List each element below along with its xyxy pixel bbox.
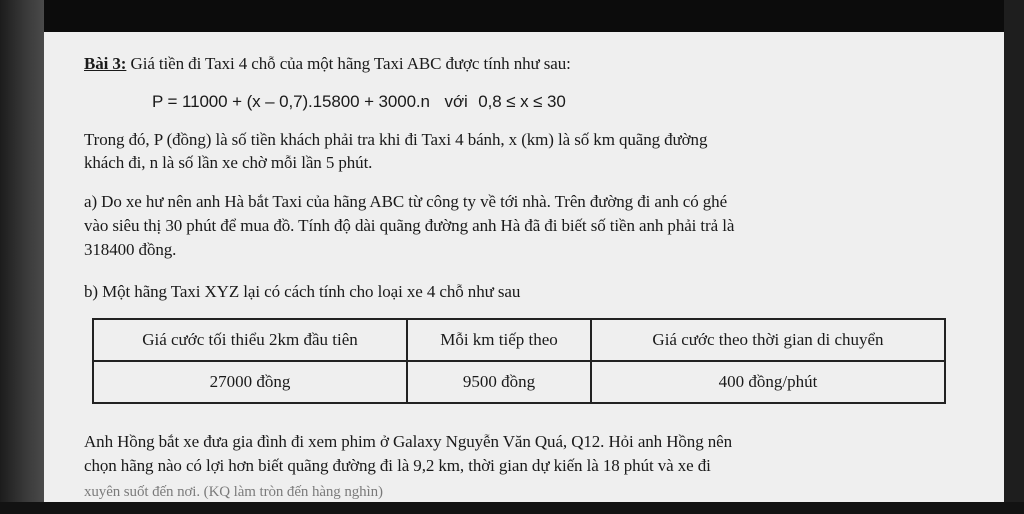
header-per-minute: Giá cước theo thời gian di chuyển	[591, 319, 945, 361]
worksheet-paper	[44, 32, 1004, 502]
part-b-line-4: xuyên suốt đến nơi. (KQ làm tròn đến hàng nghìn)	[84, 484, 383, 500]
cell-per-km: 9500 đồng	[407, 361, 591, 403]
photo-frame-bottom	[0, 502, 1024, 514]
problem-intro: Giá tiền đi Taxi 4 chỗ của một hãng Taxi ABC được tính như sau:	[130, 54, 571, 73]
explanation-line-2: khách đi, n là số lần xe chờ mỗi lần 5 phút.	[84, 153, 373, 172]
problem-title: Bài 3:	[84, 54, 127, 73]
cell-min-fare: 27000 đồng	[93, 361, 407, 403]
part-b-line-3: chọn hãng nào có lợi hơn biết quãng đường đi là 9,2 km, thời gian dự kiến là 18 phút và xe đi	[84, 456, 711, 475]
photo-frame-left	[0, 0, 44, 514]
photo-frame-right	[1004, 0, 1024, 514]
part-b-line-2: Anh Hồng bắt xe đưa gia đình đi xem phim ở Galaxy Nguyễn Văn Quá, Q12. Hỏi anh Hồng nên	[84, 432, 732, 451]
problem-heading	[84, 54, 571, 74]
part-b-line-1: b) Một hãng Taxi XYZ lại có cách tính cho loại xe 4 chỗ như sau	[84, 282, 521, 301]
table-row	[93, 361, 945, 403]
part-a-line-1: a) Do xe hư nên anh Hà bắt Taxi của hãng ABC từ công ty về tới nhà. Trên đường đi anh có ghé	[84, 192, 728, 211]
header-min-fare: Giá cước tối thiểu 2km đầu tiên	[93, 319, 407, 361]
photo-frame-top	[0, 0, 1024, 32]
fare-formula	[152, 92, 566, 112]
part-a-line-3: 318400 đồng.	[84, 240, 177, 259]
cell-per-minute: 400 đồng/phút	[591, 361, 945, 403]
formula-condition: 0,8 ≤ x ≤ 30	[478, 92, 566, 111]
header-per-km: Mỗi km tiếp theo	[407, 319, 591, 361]
explanation-line-1: Trong đó, P (đồng) là số tiền khách phải tra khi đi Taxi 4 bánh, x (km) là số km quãng đường	[84, 130, 708, 149]
table-header-row	[93, 319, 945, 361]
part-a-line-2: vào siêu thị 30 phút để mua đồ. Tính độ dài quãng đường anh Hà đã đi biết số tiền anh phải trả là	[84, 216, 735, 235]
formula-condition-word: với	[444, 92, 468, 111]
formula-expression: P = 11000 + (x – 0,7).15800 + 3000.n	[152, 92, 430, 111]
fare-table-xyz	[92, 318, 946, 404]
